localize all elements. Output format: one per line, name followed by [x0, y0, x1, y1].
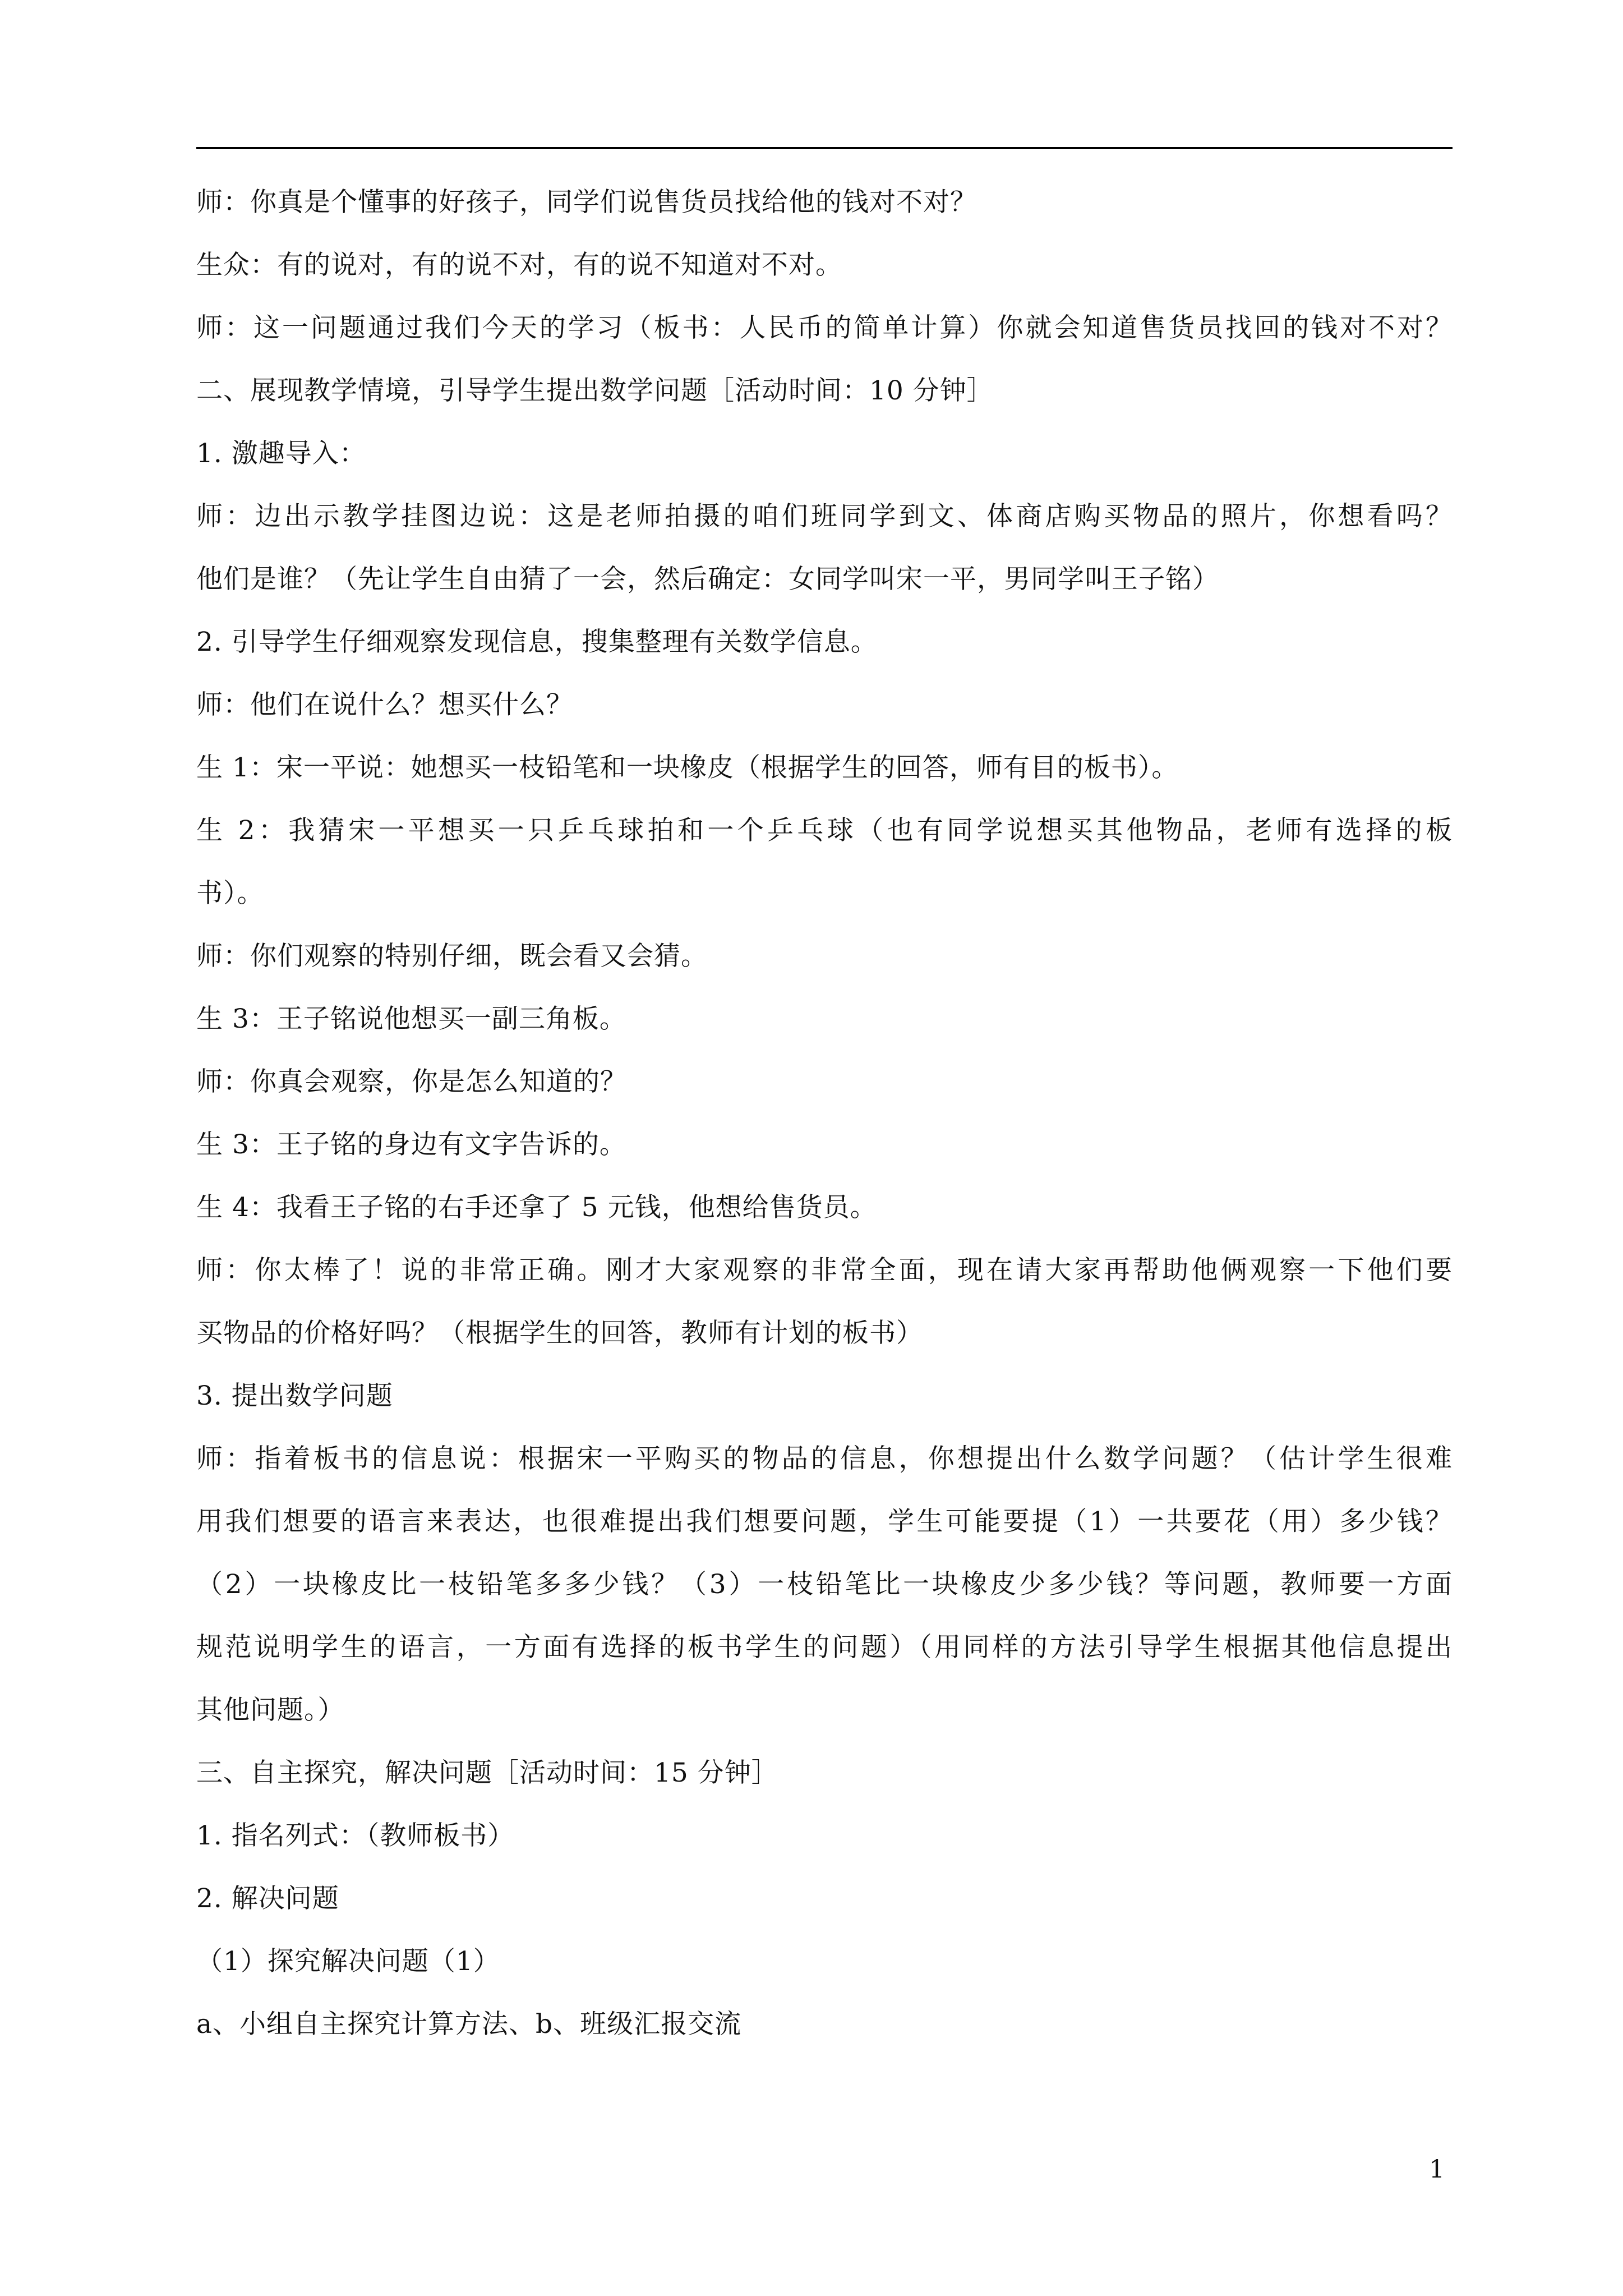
text-line: 生 2：我猜宋一平想买一只乒乓球拍和一个乒乓球（也有同学说想买其他物品，老师有选择的板	[196, 815, 1453, 846]
text-line: 师：你真会观察，你是怎么知道的？	[196, 1066, 627, 1097]
text-line: 规范说明学生的语言，一方面有选择的板书学生的问题）（用同样的方法引导学生根据其他信息提出	[196, 1632, 1453, 1663]
document-body	[196, 171, 1453, 2056]
text-line: 师：你太棒了！说的非常正确。刚才大家观察的非常全面，现在请大家再帮助他俩观察一下他们要	[196, 1255, 1453, 1286]
text-line: 他们是谁？（先让学生自由猜了一会，然后确定：女同学叫宋一平，男同学叫王子铭）	[196, 564, 1219, 595]
text-line: 买物品的价格好吗？（根据学生的回答，教师有计划的板书）	[196, 1318, 923, 1349]
text-line: 师：他们在说什么？想买什么？	[196, 689, 573, 720]
text-line: （2）一块橡皮比一枝铅笔多多少钱？（3）一枝铅笔比一块橡皮少多少钱？等问题，教师要一方面	[196, 1569, 1453, 1600]
text-line: 生 4：我看王子铭的右手还拿了 5 元钱，他想给售货员。	[196, 1192, 877, 1223]
text-line: （1）探究解决问题（1）	[196, 1946, 500, 1977]
section-heading: 二、展现教学情境，引导学生提出数学问题［活动时间：10 分钟］	[196, 375, 994, 406]
text-line: 书）。	[196, 878, 264, 909]
text-line: 其他问题。）	[196, 1695, 345, 1726]
text-line: 师：你真是个懂事的好孩子，同学们说售货员找给他的钱对不对？	[196, 187, 977, 218]
text-line: 师：你们观察的特别仔细，既会看又会猜。	[196, 941, 708, 972]
text-line: 生众：有的说对，有的说不对，有的说不知道对不对。	[196, 250, 842, 280]
text-line: 师：边出示教学挂图边说：这是老师拍摄的咱们班同学到文、体商店购买物品的照片，你想看吗？	[196, 501, 1453, 532]
page-number: 1	[1429, 2155, 1445, 2184]
subsection-heading: 1. 指名列式：（教师板书）	[196, 1820, 515, 1851]
text-line: 生 3：王子铭的身边有文字告诉的。	[196, 1129, 626, 1160]
subsection-heading: 1. 激趣导入：	[196, 438, 366, 469]
text-line: 师：指着板书的信息说：根据宋一平购买的物品的信息，你想提出什么数学问题？（估计学生很难	[196, 1443, 1453, 1474]
text-line: a、小组自主探究计算方法、b、班级汇报交流	[196, 2009, 742, 2040]
text-line: 师：这一问题通过我们今天的学习（板书：人民币的简单计算）你就会知道售货员找回的钱对不对？	[196, 312, 1453, 343]
header-rule	[196, 147, 1453, 149]
subsection-heading: 2. 解决问题	[196, 1883, 339, 1914]
section-heading: 三、自主探究，解决问题［活动时间：15 分钟］	[196, 1757, 778, 1788]
text-line: 用我们想要的语言来表达，也很难提出我们想要问题，学生可能要提（1）一共要花（用）多少钱？	[196, 1506, 1453, 1537]
subsection-heading: 3. 提出数学问题	[196, 1381, 393, 1411]
text-line: 生 1：宋一平说：她想买一枝铅笔和一块橡皮（根据学生的回答，师有目的板书）。	[196, 752, 1179, 783]
subsection-heading: 2. 引导学生仔细观察发现信息，搜集整理有关数学信息。	[196, 627, 878, 657]
text-line: 生 3：王子铭说他想买一副三角板。	[196, 1004, 626, 1034]
